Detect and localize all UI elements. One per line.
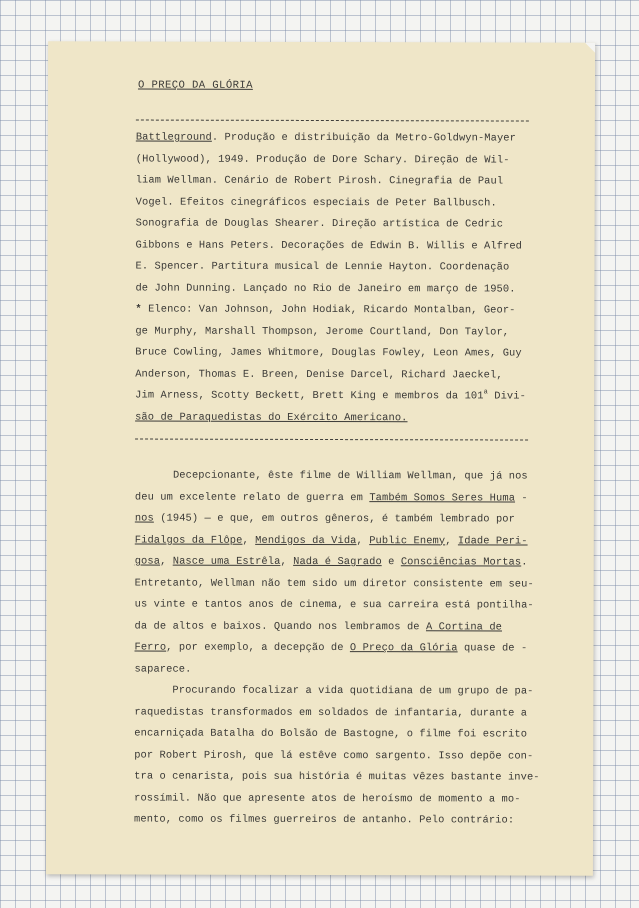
credits-line: Vogel. Efeitos cinegráficos especiais de Peter Ballbusch.: [135, 196, 497, 209]
credits-text: . Produção e distribuição da Metro-Goldwyn-Mayer: [211, 131, 516, 145]
review-line: [135, 509, 545, 532]
review-line: [134, 638, 544, 661]
review-line: Decepcionante, êste filme de William Wellman, que já nos: [134, 469, 528, 483]
film-reference: Ferro: [134, 641, 167, 654]
review-text: , por exemplo, a decepção de: [166, 641, 350, 655]
credits-line: de John Dunning. Lançado no Rio de Janeiro em março de 1950.: [135, 282, 516, 296]
film-reference: Public Enemy: [369, 534, 446, 547]
film-reference: A Cortina de: [425, 620, 503, 633]
review-text: (1945) — e que, em outros gêneros, é também lembrado por: [153, 512, 515, 526]
review-line: raquedistas transformados em soldados de infantaria, durante a: [134, 706, 528, 720]
review-line: Entretanto, Wellman não tem sido um diretor consistente em seu-: [134, 577, 534, 591]
review-line: [135, 530, 545, 553]
page-title: O PREÇO DA GLÓRIA: [137, 79, 253, 92]
credits-line: E. Spencer. Partitura musical de Lennie Hayton. Coordenação: [135, 260, 510, 274]
ordinal-superscript: a: [483, 388, 488, 397]
review-text: quase de -: [457, 642, 528, 655]
review-text: ,: [160, 555, 173, 568]
credits-line: Bruce Cowling, James Whitmore, Douglas Fowley, Leon Ames, Guy: [135, 346, 522, 360]
film-reference: Mendigos da Vida: [255, 534, 357, 547]
cast-text: são de Paraquedistas do Exército Americano.: [135, 411, 408, 424]
cast-text: Jim Arness, Scotty Beckett, Brett King e membros da 101: [135, 389, 484, 403]
review-line: tra o cenarista, pois sua história é muitas vêzes bastante inve-: [134, 770, 540, 784]
film-reference: Fidalgos da Flôpe: [134, 534, 243, 547]
film-reference: Consciências Mortas: [400, 556, 522, 569]
review-text: .: [521, 556, 528, 569]
credits-line: [135, 407, 545, 430]
review-text: ,: [242, 534, 256, 547]
credits-line: [136, 128, 546, 151]
cast-text: Divi-: [487, 390, 526, 403]
credits-line: [135, 300, 545, 323]
review-line: encarniçada Batalha do Bolsão de Bastogne, o filme foi escrito: [134, 727, 528, 741]
asterisk-mark: *: [135, 303, 142, 316]
credits-line: Sonografia de Douglas Shearer. Direção artística de Cedric: [135, 217, 504, 231]
review-text: -: [515, 492, 528, 505]
review-line: [135, 552, 545, 575]
typewritten-page: [46, 41, 595, 875]
divider-top: [136, 120, 529, 122]
film-reference: nos: [134, 512, 154, 525]
film-reference: Nasce uma Estrêla: [172, 555, 281, 568]
film-reference: gosa: [134, 555, 161, 568]
review-text: deu um excelente relato de guerra em: [134, 491, 370, 504]
review-line: us vinte e tantos anos de cinema, e sua carreira está pontilha-: [134, 598, 534, 612]
film-reference: Nada é Sagrado: [293, 555, 382, 569]
review-text: e: [381, 556, 401, 569]
folded-corner: [585, 43, 595, 53]
credits-line: Anderson, Thomas E. Breen, Denise Darcel, Richard Jaeckel,: [135, 368, 503, 381]
review-text: ,: [356, 534, 370, 547]
typed-content: [48, 41, 595, 827]
cast-text: Elenco: Van Johnson, John Hodiak, Ricardo Montalban, Geor-: [141, 303, 516, 317]
review-line: por Robert Pirosh, que lá estêve como sargento. Isso depõe con-: [134, 749, 534, 763]
film-reference: O Preço da Glória: [349, 642, 458, 655]
credits-line: (Hollywood), 1949. Produção de Dore Schary. Direção de Wil-: [135, 153, 510, 166]
credits-line: liam Wellman. Cenário de Robert Pirosh. Cinegrafia de Paul: [135, 174, 504, 188]
review-line: Procurando focalizar a vida quotidiana de um grupo de pa-: [134, 684, 534, 698]
divider-bottom: [135, 439, 528, 441]
review-line: [135, 487, 545, 510]
film-reference: Também Somos Seres Huma: [369, 491, 516, 505]
review-line: rossímil. Não que apresente atos de heroísmo de momento a mo-: [134, 792, 521, 806]
credits-line: ge Murphy, Marshall Thompson, Jerome Courtland, Don Taylor,: [135, 325, 510, 338]
credits-line: Gibbons e Hans Peters. Decorações de Edwin B. Willis e Alfred: [135, 239, 523, 253]
review-block: [134, 466, 545, 833]
film-reference: Idade Peri-: [457, 534, 528, 548]
review-text: da de altos e baixos. Quando nos lembramos de: [134, 620, 427, 633]
film-original-title: Battleground: [135, 131, 212, 144]
credits-line: [135, 386, 545, 409]
review-text: ,: [280, 555, 294, 568]
review-text: ,: [445, 534, 458, 547]
credits-block: [135, 128, 546, 430]
review-line: mento, como os filmes guerreiros de antanho. Pelo contrário:: [134, 813, 515, 827]
review-line: saparece.: [134, 663, 192, 676]
review-line: [135, 616, 545, 639]
